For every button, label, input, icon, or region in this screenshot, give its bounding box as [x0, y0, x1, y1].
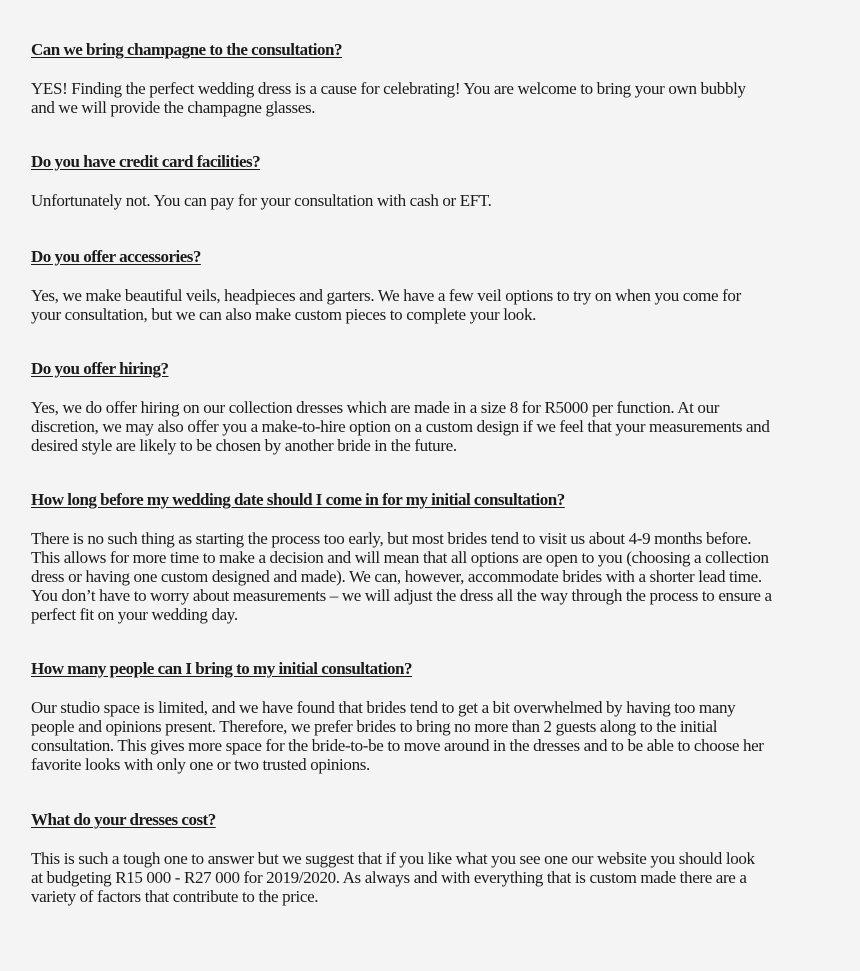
faq-answer-line: perfect fit on your wedding day.: [31, 605, 238, 624]
faq-answer-line: at budgeting R15 000 - R27 000 for 2019/2020. As always and with everything that is custom made there are a: [31, 868, 747, 887]
faq-question: What do your dresses cost?: [31, 810, 216, 829]
faq-item-cost: [31, 810, 860, 906]
faq-answer: [31, 79, 860, 117]
faq-answer: [31, 698, 860, 774]
faq-answer-line: This allows for more time to make a decision and will mean that all options are open to you (choosing a collection: [31, 548, 769, 567]
faq-answer-line: YES! Finding the perfect wedding dress is a cause for celebrating! You are welcome to bring your own bubbly: [31, 79, 746, 98]
faq-answer-line: variety of factors that contribute to the price.: [31, 887, 319, 906]
faq-item-accessories: [31, 247, 860, 324]
faq-item-timing: [31, 490, 860, 624]
faq-answer: [31, 286, 860, 324]
faq-answer-line: favorite looks with only one or two trusted opinions.: [31, 755, 370, 774]
faq-answer: [31, 529, 860, 624]
faq-answer-line: and we will provide the champagne glasses.: [31, 98, 316, 117]
faq-question: Do you offer hiring?: [31, 359, 169, 378]
faq-answer-line: There is no such thing as starting the process too early, but most brides tend to visit us about 4-9 months before.: [31, 529, 752, 548]
faq-answer-line: Our studio space is limited, and we have found that brides tend to get a bit overwhelmed by having too many: [31, 698, 736, 717]
faq-answer-line: your consultation, but we can also make custom pieces to complete your look.: [31, 305, 536, 324]
faq-question: Do you have credit card facilities?: [31, 152, 261, 171]
faq-answer-line: dress or having one custom designed and made). We can, however, accommodate brides with a shorter lead time.: [31, 567, 762, 586]
faq-item-champagne: [31, 40, 860, 117]
faq-answer-line: people and opinions present. Therefore, we prefer brides to bring no more than 2 guests along to the initial: [31, 717, 718, 736]
faq-answer-line: This is such a tough one to answer but we suggest that if you like what you see one our website you should look: [31, 849, 755, 868]
faq-answer-line: Unfortunately not. You can pay for your consultation with cash or EFT.: [31, 191, 492, 210]
faq-answer-line: Yes, we make beautiful veils, headpieces and garters. We have a few veil options to try on when you come for: [31, 286, 741, 305]
faq-question: How long before my wedding date should I come in for my initial consultation?: [31, 490, 565, 509]
faq-answer-line: consultation. This gives more space for the bride-to-be to move around in the dresses and to be able to choose her: [31, 736, 764, 755]
faq-question: Can we bring champagne to the consultation?: [31, 40, 342, 59]
faq-answer: [31, 849, 860, 906]
faq-question: Do you offer accessories?: [31, 247, 201, 266]
faq-item-guests: [31, 659, 860, 774]
faq-answer-line: discretion, we may also offer you a make-to-hire option on a custom design if we feel that your measurements and: [31, 417, 770, 436]
faq-answer-line: desired style are likely to be chosen by another bride in the future.: [31, 436, 457, 455]
faq-question: How many people can I bring to my initial consultation?: [31, 659, 413, 678]
faq-answer: [31, 398, 860, 455]
faq-item-hiring: [31, 359, 860, 455]
faq-answer: [31, 191, 860, 210]
faq-answer-line: You don’t have to worry about measurements – we will adjust the dress all the way through the process to ensure a: [31, 586, 772, 605]
faq-answer-line: Yes, we do offer hiring on our collection dresses which are made in a size 8 for R5000 per function. At our: [31, 398, 720, 417]
faq-item-credit-card: [31, 152, 860, 210]
